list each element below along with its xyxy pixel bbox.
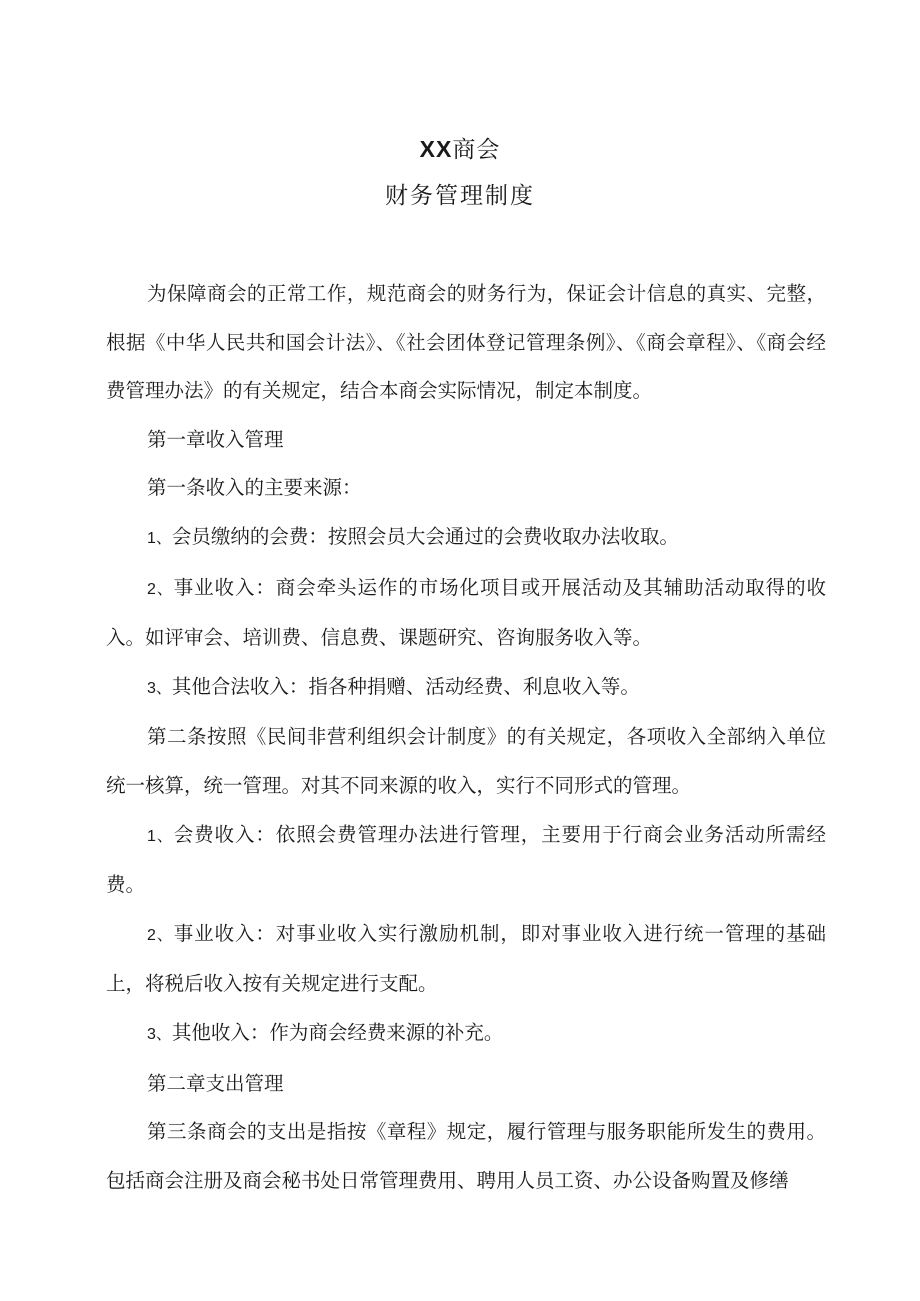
document-subtitle: 财务管理制度 <box>385 183 535 209</box>
paragraph-text: 会费收入：依照会费管理办法进行管理，主要用于行商会业务活动所需经费。 <box>106 822 826 897</box>
list-item <box>106 910 826 1009</box>
list-number: 1、 <box>147 827 174 845</box>
list-item <box>106 811 826 910</box>
paragraph-text: 其他收入：作为商会经费来源的补充。 <box>171 1020 504 1044</box>
chapter-2-heading <box>106 1060 826 1109</box>
paragraph-intro <box>106 270 826 416</box>
title-latin: XX <box>419 136 453 162</box>
paragraph-text: 事业收入：商会牵头运作的市场化项目或开展活动及其辅助活动取得的收入。如评审会、培训费、信息费、课题研究、咨询服务收入等。 <box>106 575 826 650</box>
list-item <box>106 564 826 663</box>
list-number: 3、 <box>147 1025 172 1043</box>
chapter-1-heading <box>106 416 826 465</box>
title-cn: 商会 <box>452 137 501 163</box>
article-2 <box>106 713 826 810</box>
paragraph-text: 第三条商会的支出是指按《章程》规定，履行管理与服务职能所发生的费用。包括商会注册及商会秘书处日常管理费用、聘用人员工资、办公设备购置及修缮 <box>106 1120 826 1192</box>
paragraph-text: 会员缴纳的会费：按照会员大会通过的会费收取办法收取。 <box>171 524 679 548</box>
list-number: 2、 <box>147 580 174 598</box>
paragraph-text: 其他合法收入：指各种捐赠、活动经费、利息收入等。 <box>171 674 640 698</box>
list-number: 3、 <box>147 679 172 697</box>
document-title <box>0 131 920 164</box>
paragraph-text: 事业收入：对事业收入实行激励机制，即对事业收入进行统一管理的基础上，将税后收入按有关规定进行支配。 <box>106 921 826 996</box>
paragraph-text: 第二条按照《民间非营利组织会计制度》的有关规定，各项收入全部纳入单位统一核算，统一管理。对其不同来源的收入，实行不同形式的管理。 <box>106 725 826 797</box>
list-item <box>106 513 826 564</box>
document-body <box>106 270 826 1205</box>
paragraph-text: 第一条收入的主要来源： <box>147 476 362 500</box>
paragraph-text: 第一章收入管理 <box>147 427 284 451</box>
list-item <box>106 663 826 714</box>
article-1 <box>106 464 826 513</box>
paragraph-text: 第二章支出管理 <box>147 1071 284 1095</box>
paragraph-text: 为保障商会的正常工作，规范商会的财务行为，保证会计信息的真实、完整，根据《中华人民共和国会计法》、《社会团体登记管理条例》、《商会章程》、《商会经费管理办法》的有关规定，结合本商会实际情况，制定本制度。 <box>106 282 826 403</box>
list-item <box>106 1009 826 1060</box>
list-number: 1、 <box>147 529 172 547</box>
list-number: 2、 <box>147 926 174 944</box>
article-3 <box>106 1108 826 1205</box>
